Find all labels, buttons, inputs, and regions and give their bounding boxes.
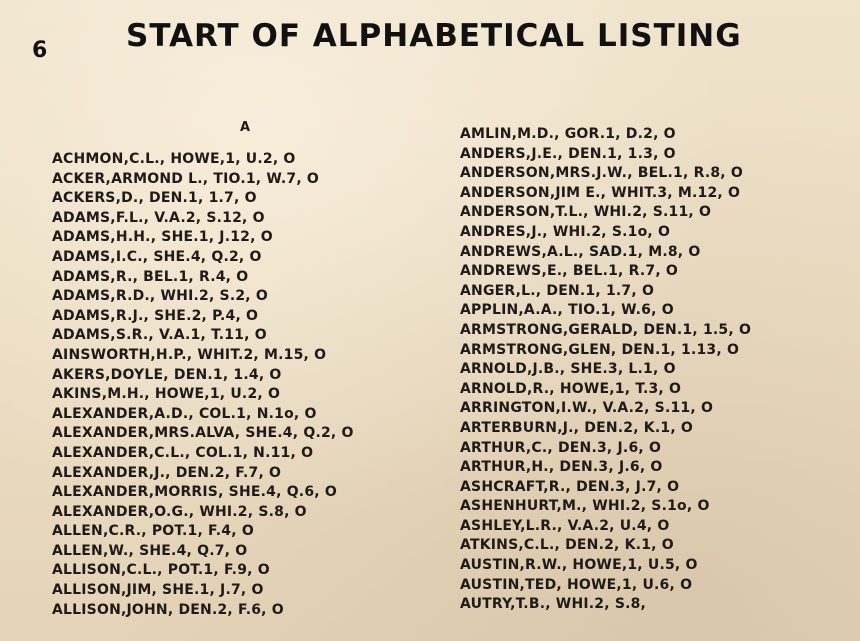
listing-entry: ALEXANDER,MRS.ALVA, SHE.4, Q.2, O xyxy=(52,425,354,442)
listing-entry: ADAMS,S.R., V.A.1, T.11, O xyxy=(52,327,267,344)
listing-entry: ANDERS,J.E., DEN.1, 1.3, O xyxy=(460,145,676,162)
page-title: START OF ALPHABETICAL LISTING xyxy=(126,18,742,54)
listing-entry: ALEXANDER,J., DEN.2, F.7, O xyxy=(52,464,282,481)
listing-entry: APPLIN,A.A., TIO.1, W.6, O xyxy=(460,302,674,319)
listing-entry: ANGER,L., DEN.1, 1.7, O xyxy=(460,282,655,299)
listing-entry: ALEXANDER,A.D., COL.1, N.1o, O xyxy=(52,405,317,422)
listing-entry: ARRINGTON,I.W., V.A.2, S.11, O xyxy=(460,400,714,417)
page-number: 6 xyxy=(32,38,49,63)
listing-entry: ARTHUR,H., DEN.3, J.6, O xyxy=(460,459,663,476)
listing-entry: ALEXANDER,O.G., WHI.2, S.8, O xyxy=(52,503,307,520)
left-listing-column xyxy=(52,150,354,620)
listing-entry: ARTHUR,C., DEN.3, J.6, O xyxy=(460,439,662,456)
listing-entry: ALLISON,JOHN, DEN.2, F.6, O xyxy=(52,601,284,618)
listing-entry: ANDREWS,A.L., SAD.1, M.8, O xyxy=(460,243,701,260)
listing-entry: ASHENHURT,M., WHI.2, S.1o, O xyxy=(460,498,710,515)
listing-entry: ACKERS,D., DEN.1, 1.7, O xyxy=(52,190,257,207)
listing-entry: ALEXANDER,C.L., COL.1, N.11, O xyxy=(52,444,314,461)
listing-entry: AUSTIN,R.W., HOWE,1, U.5, O xyxy=(460,557,698,574)
section-letter: A xyxy=(240,120,251,135)
listing-entry: AKINS,M.H., HOWE,1, U.2, O xyxy=(52,386,281,403)
listing-entry: AKERS,DOYLE, DEN.1, 1.4, O xyxy=(52,366,282,383)
listing-entry: ARTERBURN,J., DEN.2, K.1, O xyxy=(460,419,694,436)
listing-entry: AUSTIN,TED, HOWE,1, U.6, O xyxy=(460,576,693,593)
listing-entry: AINSWORTH,H.P., WHIT.2, M.15, O xyxy=(52,346,327,363)
right-listing-column xyxy=(460,125,751,615)
listing-entry: ACHMON,C.L., HOWE,1, U.2, O xyxy=(52,151,296,167)
listing-entry: ARMSTRONG,GERALD, DEN.1, 1.5, O xyxy=(460,321,752,338)
listing-entry: ARMSTRONG,GLEN, DEN.1, 1.13, O xyxy=(460,341,740,358)
listing-entry: ASHCRAFT,R., DEN.3, J.7, O xyxy=(460,478,680,495)
listing-entry: ACKER,ARMOND L., TIO.1, W.7, O xyxy=(52,170,320,187)
listing-entry: ADAMS,H.H., SHE.1, J.12, O xyxy=(52,229,273,246)
listing-entry: AUTRY,T.B., WHI.2, S.8, xyxy=(460,596,647,613)
listing-entry: ARNOLD,R., HOWE,1, T.3, O xyxy=(460,380,682,397)
listing-entry: ADAMS,R., BEL.1, R.4, O xyxy=(52,268,249,285)
listing-entry: ALLISON,JIM, SHE.1, J.7, O xyxy=(52,582,264,599)
listing-entry: ANDERSON,JIM E., WHIT.3, M.12, O xyxy=(460,184,741,201)
listing-entry: ADAMS,F.L., V.A.2, S.12, O xyxy=(52,209,265,226)
listing-entry: ALEXANDER,MORRIS, SHE.4, Q.6, O xyxy=(52,484,337,501)
listing-entry: ASHLEY,L.R., V.A.2, U.4, O xyxy=(460,517,670,534)
listing-entry: ANDRES,J., WHI.2, S.1o, O xyxy=(460,223,671,240)
listing-entry: ANDERSON,T.L., WHI.2, S.11, O xyxy=(460,204,712,221)
listing-entry: ATKINS,C.L., DEN.2, K.1, O xyxy=(460,537,674,554)
listing-entry: ANDERSON,MRS.J.W., BEL.1, R.8, O xyxy=(460,165,743,182)
listing-entry: AMLIN,M.D., GOR.1, D.2, O xyxy=(460,126,676,142)
listing-entry: ADAMS,R.J., SHE.2, P.4, O xyxy=(52,307,259,324)
listing-entry: ALLISON,C.L., POT.1, F.9, O xyxy=(52,562,270,579)
listing-entry: ADAMS,I.C., SHE.4, Q.2, O xyxy=(52,248,262,265)
listing-entry: ADAMS,R.D., WHI.2, S.2, O xyxy=(52,288,268,305)
listing-entry: ALLEN,W., SHE.4, Q.7, O xyxy=(52,542,248,559)
listing-entry: ANDREWS,E., BEL.1, R.7, O xyxy=(460,263,679,280)
listing-entry: ALLEN,C.R., POT.1, F.4, O xyxy=(52,523,254,540)
listing-entry: ARNOLD,J.B., SHE.3, L.1, O xyxy=(460,361,676,378)
